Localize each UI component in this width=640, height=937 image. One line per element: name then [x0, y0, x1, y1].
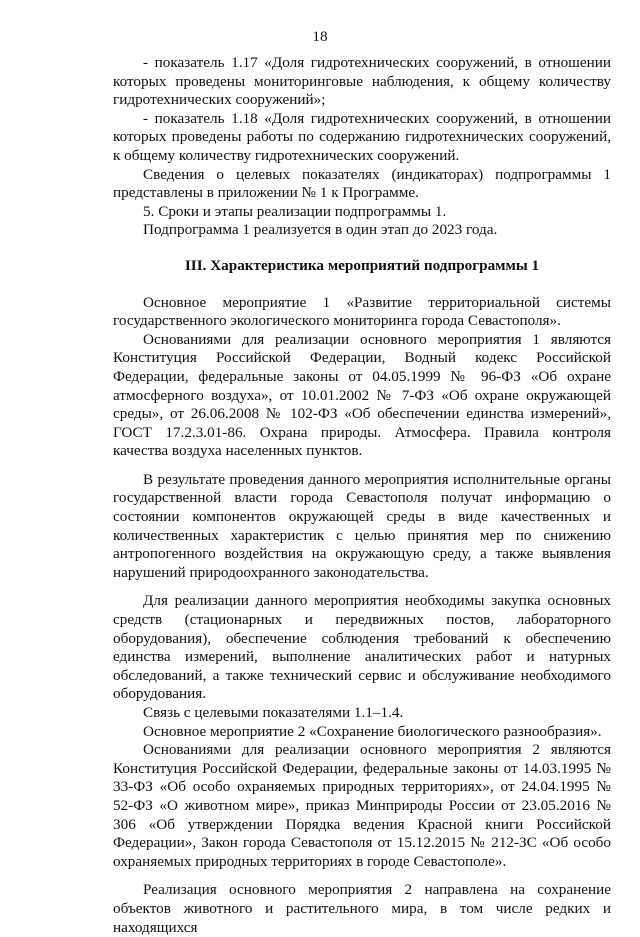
page-body	[113, 54, 611, 937]
paragraph-indicator-link: Связь с целевыми показателями 1.1–1.4.	[143, 704, 404, 721]
section-heading: III. Характеристика мероприятий подпрограммы 1	[184, 256, 540, 274]
paragraph-stages-heading: 5. Сроки и этапы реализации подпрограммы 1.	[143, 202, 447, 220]
paragraph-grounds-activity-1: Основаниями для реализации основного мероприятия 1 являются Конституция Российской Федерации, Водный кодекс Российской Федерации, федеральные законы от 04.05.1999 № 96-ФЗ «Об охране атмосферного воздуха», от 10.01.2002 № 7-ФЗ «Об охране окружающей среды», от 26.06.2008 № 102-ФЗ «Об обеспечении единства измерений», ГОСТ 17.2.3.01-86. Охрана природы. Атмосфера. Правила контроля качества воздуха населенных пунктов.	[113, 330, 611, 460]
paragraph-main-activity-2: Основное мероприятие 2 «Сохранение биологического разнообразия».	[143, 722, 602, 740]
paragraph-main-activity-1: Основное мероприятие 1 «Развитие территориальной системы государственного экологического мониторинга города Севастополя».	[113, 293, 611, 330]
paragraph-results-activity-1: В результате проведения данного мероприятия исполнительные органы государственной власти города Севастополя получат информацию о состоянии компонентов окружающей среды в виде качественных и количественных характеристик с целью принятия мер по снижению антропогенного воздействия на окружающую среду, а также выявления нарушений природоохранного законодательства.	[113, 470, 611, 581]
page-number: 18	[312, 28, 328, 45]
paragraph-indicator-1-17: - показатель 1.17 «Доля гидротехнических сооружений, в отношении которых проведены мониторинговые наблюдения, к общему количеству гидротехнических сооружений»;	[113, 54, 611, 109]
paragraph-indicator-1-18: - показатель 1.18 «Доля гидротехнических сооружений, в отношении которых проведены работы по содержанию гидротехнических сооружений, к общему количеству гидротехнических сооружений.	[113, 109, 611, 164]
paragraph-stages-text: Подпрограмма 1 реализуется в один этап до 2023 года.	[143, 221, 498, 239]
paragraph-target-indicators: Сведения о целевых показателях (индикаторах) подпрограммы 1 представлены в приложении № 1 к Программе.	[113, 165, 611, 202]
paragraph-implementation-activity-2: Реализация основного мероприятия 2 направлена на сохранение объектов животного и растительного мира, в том числе редких и находящихся	[113, 881, 611, 936]
paragraph-requirements-activity-1: Для реализации данного мероприятия необходимы закупка основных средств (стационарных и передвижных постов, лабораторного оборудования), обеспечение соблюдения требований к обеспечению единства измерений, выполнение аналитических работ и натурных обследований, а также технический сервис и обслуживание необходимого оборудования.	[113, 592, 611, 703]
paragraph-grounds-activity-2: Основаниями для реализации основного мероприятия 2 являются Конституция Российской Федерации, федеральные законы от 14.03.1995 № 33-ФЗ «Об особо охраняемых природных территориях», от 24.04.1995 № 52-ФЗ «О животном мире», приказ Минприроды России от 23.05.2016 № 306 «Об утверждении Порядка ведения Красной книги Российской Федерации», Закон города Севастополя от 15.12.2015 № 212-ЗС «Об особо охраняемых природных территориях в городе Севастополе».	[113, 741, 611, 870]
